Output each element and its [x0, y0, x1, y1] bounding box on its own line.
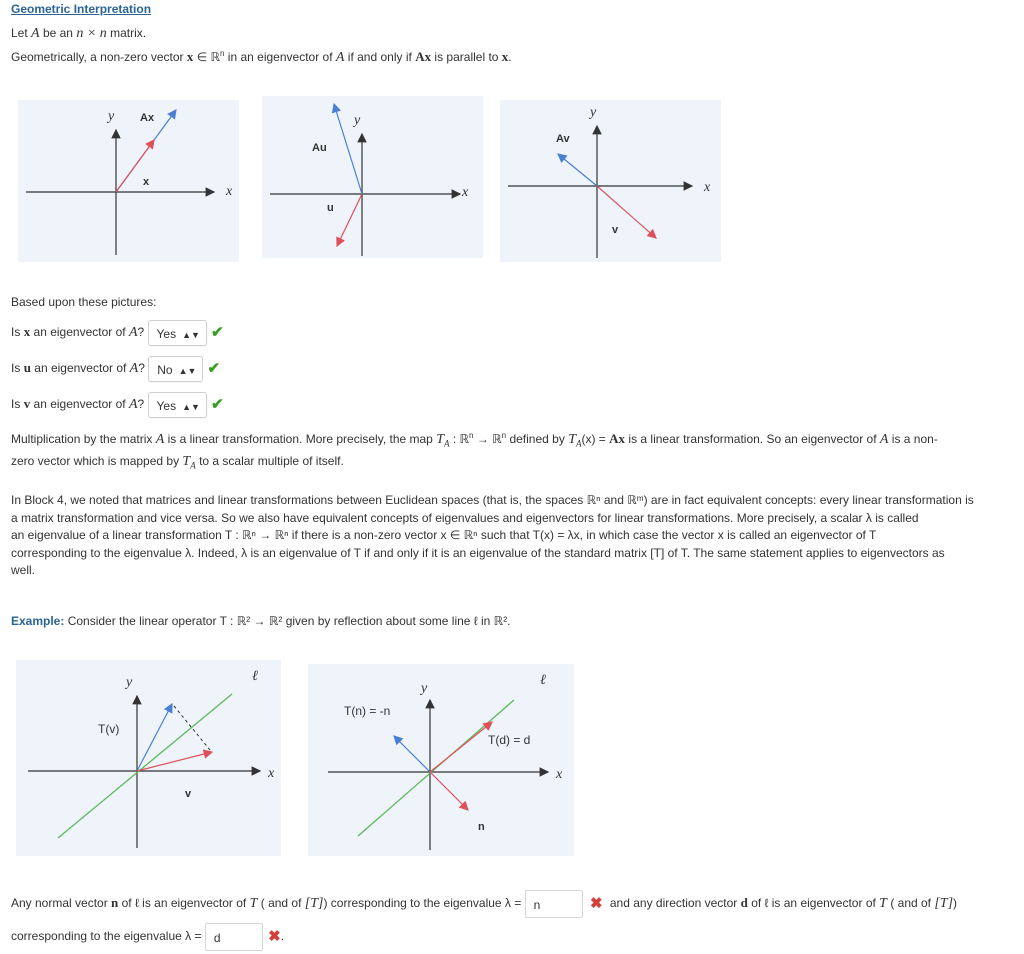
block4-paragraph: In Block 4, we noted that matrices and linear transformations between Euclidean spaces (that is, the spaces ℝⁿ and ℝᵐ) are in fact equivalent concepts: every linear transformation is a matrix transformation and vice versa. So we also have equivalent concepts of eigenvalues and eigenvectors for linear transformations. More precisely, a scalar λ is called an eigenvalue of a linear transformation T : ℝⁿ → ℝⁿ if there is a non-zero vector x ∈ ℝⁿ such that T(x) = λx, in which case the vector x is called an eigenvector of T corresponding to the eigenvalue λ. Indeed, λ is an eigenvalue of T if and only if it is an eigenvalue of the standard matrix [T] of T. The same statement applies to eigenvectors as well.: [11, 493, 974, 577]
label-n: n: [478, 821, 485, 833]
figure2-panel-reflection-v-svg: [16, 660, 281, 856]
label-u: u: [327, 202, 334, 214]
y-label: y: [108, 109, 115, 124]
x-label: x: [462, 185, 469, 200]
figure1-panel-av-svg: [500, 100, 721, 262]
answer-select-x[interactable]: Yes ▲▼: [148, 320, 207, 346]
intro-line-1: Let A be an n × n matrix.: [11, 26, 147, 41]
label-ax: Ax: [140, 112, 155, 124]
reflection-line: [58, 694, 232, 838]
vector-d: [430, 722, 492, 772]
section-title: Geometric Interpretation: [11, 2, 152, 16]
example-line: Example: Consider the linear operator T : ℝ² → ℝ² given by reflection about some line ℓ in ℝ².: [11, 614, 511, 628]
multiplication-paragraph: Multiplication by the matrix A is a linear transformation. More precisely, the map $T_A$ : ℝ$^n$ → ℝ$^n$ defined by $T_A(x) = Ax$ is a linear transformation. So an eigenvector of A is a non- zero vector which is mapped by $T_A$ to a scalar multiple of itself.: [11, 431, 938, 471]
figure1-panel-ax-svg: [18, 100, 239, 262]
select-arrows-icon: ▲▼: [178, 365, 197, 376]
x-label: x: [556, 767, 563, 782]
check-icon: ✔: [210, 395, 224, 413]
x-label: x: [268, 766, 275, 781]
vector-v: [137, 752, 212, 771]
figure1-panel-av: [500, 100, 721, 262]
select-arrows-icon: ▲▼: [182, 401, 200, 412]
question-x: Is x an eigenvector of A? Yes ▲▼ ✔: [11, 318, 224, 346]
figure2-panel-reflection-nd: [308, 664, 574, 856]
y-label: y: [354, 113, 361, 128]
line-label: ℓ: [540, 673, 546, 688]
label-tn: T(n) = -n: [344, 704, 391, 718]
eigenvalue-input-d[interactable]: d: [205, 923, 263, 951]
cross-icon: ✖: [268, 927, 281, 945]
label-td: T(d) = d: [488, 733, 531, 747]
vector-av: [558, 154, 597, 186]
reflection-line: [358, 700, 514, 836]
label-v: v: [612, 224, 619, 236]
question-v: Is v an eigenvector of A? Yes ▲▼ ✔: [11, 390, 224, 418]
label-v: v: [185, 788, 192, 800]
vector-v: [597, 186, 656, 238]
line-label: ℓ: [252, 669, 258, 684]
vector-tv: [137, 704, 172, 771]
check-icon: ✔: [207, 359, 221, 377]
figure1-panel-ax: [18, 100, 239, 262]
vector-n: [430, 772, 468, 810]
figure1-panel-au-svg: [262, 96, 483, 258]
final-line-2: corresponding to the eigenvalue λ = d ✖.: [11, 921, 284, 951]
x-label: x: [704, 180, 711, 195]
cross-icon: ✖: [589, 894, 603, 912]
question-u: Is u an eigenvector of A? No ▲▼ ✔: [11, 354, 220, 382]
figure2-panel-reflection-nd-svg: [308, 664, 574, 856]
y-label: y: [126, 675, 133, 690]
label-x: x: [143, 176, 150, 188]
figure1-panel-au: [262, 96, 483, 258]
reflection-dashed: [174, 706, 210, 750]
answer-select-u[interactable]: No ▲▼: [148, 356, 203, 382]
label-av: Av: [556, 133, 570, 145]
label-tv: T(v): [98, 722, 120, 736]
eigenvalue-input-n[interactable]: n: [525, 890, 583, 918]
final-line-1: Any normal vector n of ℓ is an eigenvector of T ( and of [T]) corresponding to the eigenvalue λ = n ✖ and any direction vector d of ℓ is an eigenvector of T ( and of [T]): [11, 888, 957, 918]
check-icon: ✔: [210, 323, 224, 341]
based-upon-text: Based upon these pictures:: [11, 295, 157, 309]
y-label: y: [590, 105, 597, 120]
select-arrows-icon: ▲▼: [182, 329, 200, 340]
figure2-panel-reflection-v: [16, 660, 281, 856]
vector-tn: [394, 736, 430, 772]
label-au: Au: [312, 142, 327, 154]
y-label: y: [421, 681, 428, 696]
vector-u: [337, 194, 362, 246]
intro-line-2: Geometrically, a non-zero vector x ∈ ℝ$^n$ in an eigenvector of A if and only if Ax is parallel to x.: [11, 49, 512, 65]
answer-select-v[interactable]: Yes ▲▼: [148, 392, 207, 418]
x-label: x: [226, 184, 233, 199]
